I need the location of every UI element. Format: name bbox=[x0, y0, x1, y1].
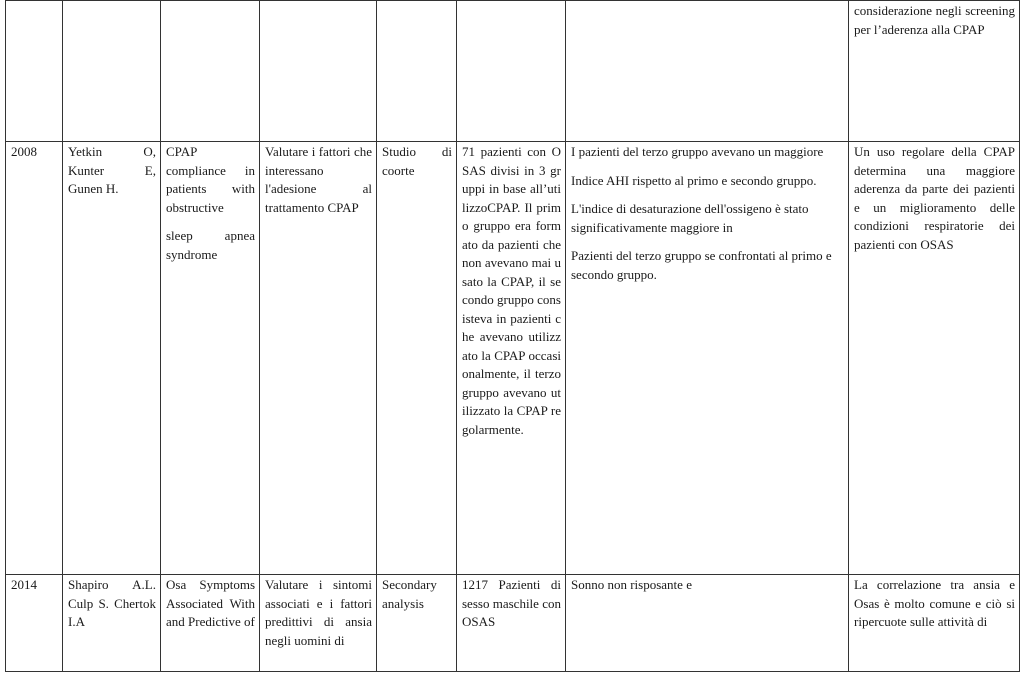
design-cell: Studio di coorte bbox=[377, 142, 457, 575]
results-paragraph: Pazienti del terzo gruppo se confrontati al primo e secondo gruppo. bbox=[571, 248, 832, 282]
objective-cell bbox=[260, 1, 377, 142]
table-row bbox=[6, 1, 1020, 142]
conclusions-cell: considerazione negli screening per l’aderenza alla CPAP bbox=[849, 1, 1020, 142]
table-row bbox=[6, 142, 1020, 575]
conclusions-cell: La correlazione tra ansia e Osas è molto comune e ciò si ripercuote sulle attività di bbox=[849, 575, 1020, 672]
title-cell bbox=[161, 1, 260, 142]
title-cell bbox=[161, 142, 260, 575]
results-paragraph: L'indice di desaturazione dell'ossigeno è stato significativamente maggiore in bbox=[571, 201, 809, 235]
results-cell bbox=[566, 142, 849, 575]
objective-cell: Valutare i sintomi associati e i fattori predittivi di ansia negli uomini di bbox=[260, 575, 377, 672]
results-cell bbox=[566, 1, 849, 142]
title-line: sleep apnea syndrome bbox=[166, 228, 255, 262]
conclusions-cell: Un uso regolare della CPAP determina una maggiore aderenza da parte dei pazienti e un miglioramento delle condizioni respiratorie dei pazienti con OSAS bbox=[849, 142, 1020, 575]
document-page bbox=[5, 0, 1019, 673]
title-cell bbox=[161, 575, 260, 672]
sample-cell bbox=[457, 1, 566, 142]
authors-cell bbox=[63, 1, 161, 142]
design-cell: Secondary analysis bbox=[377, 575, 457, 672]
authors-cell: Shapiro A.L. Culp S. Chertok I.A bbox=[63, 575, 161, 672]
title-line: CPAP compliance in patients with obstructive bbox=[166, 144, 255, 215]
results-paragraph: Sonno non risposante e bbox=[571, 577, 692, 592]
year-cell: 2014 bbox=[6, 575, 63, 672]
sample-cell: 71 pazienti con OSAS divisi in 3 gruppi in base all’utilizzoCPAP. Il primo gruppo era formato da pazienti che non avevano mai usato la CPAP, il secondo gruppo consisteva in pazienti che avevano utilizzato la CPAP occasionalmente, il terzo gruppo avevano utilizzato la CPAP regolarmente. bbox=[457, 142, 566, 575]
objective-cell: Valutare i fattori che interessano l'adesione al trattamento CPAP bbox=[260, 142, 377, 575]
results-paragraph: Indice AHI rispetto al primo e secondo gruppo. bbox=[571, 172, 817, 188]
authors-cell: Yetkin O, Kunter E, Gunen H. bbox=[63, 142, 161, 575]
design-cell bbox=[377, 1, 457, 142]
table-row bbox=[6, 575, 1020, 672]
literature-review-table bbox=[5, 0, 1020, 672]
title-line: Osa Symptoms Associated With and Predictive of bbox=[166, 577, 255, 629]
sample-cell: 1217 Pazienti di sesso maschile con OSAS bbox=[457, 575, 566, 672]
year-cell: 2008 bbox=[6, 142, 63, 575]
results-paragraph: I pazienti del terzo gruppo avevano un maggiore bbox=[571, 144, 824, 159]
results-cell bbox=[566, 575, 849, 672]
year-cell bbox=[6, 1, 63, 142]
